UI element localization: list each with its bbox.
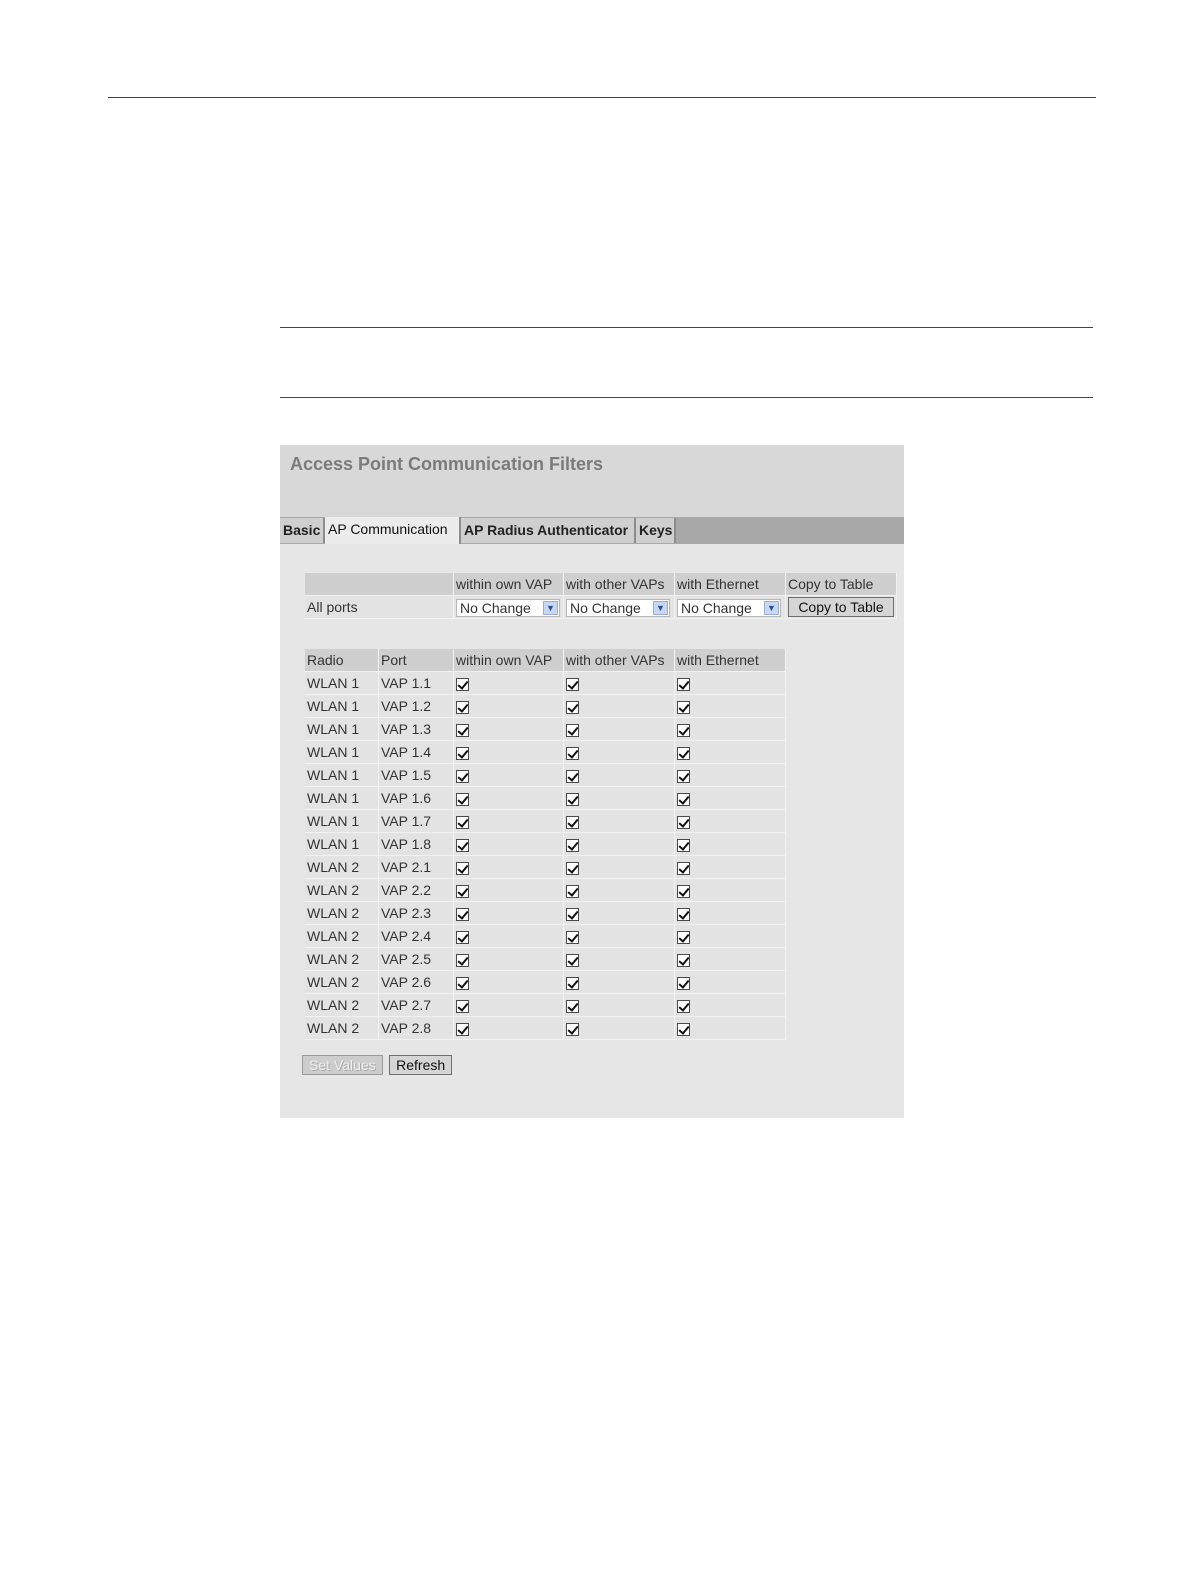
with-ethernet-checkbox[interactable] <box>677 793 690 806</box>
select-value: No Change <box>460 600 531 617</box>
port-cell: VAP 2.2 <box>379 879 454 902</box>
with-ethernet-checkbox[interactable] <box>677 678 690 691</box>
table-row <box>305 856 786 879</box>
within-own-vap-checkbox[interactable] <box>456 724 469 737</box>
with-ethernet-checkbox[interactable] <box>677 885 690 898</box>
with-other-vaps-checkbox[interactable] <box>566 885 579 898</box>
with-ethernet-checkbox[interactable] <box>677 747 690 760</box>
within-own-vap-checkbox[interactable] <box>456 954 469 967</box>
with-ethernet-checkbox[interactable] <box>677 977 690 990</box>
with-other-vaps-checkbox[interactable] <box>566 954 579 967</box>
port-cell: VAP 1.6 <box>379 787 454 810</box>
within-own-vap-checkbox[interactable] <box>456 908 469 921</box>
port-cell: VAP 2.5 <box>379 948 454 971</box>
within-own-vap-checkbox[interactable] <box>456 1023 469 1036</box>
select-value: No Change <box>681 600 752 617</box>
table-row <box>305 718 786 741</box>
table-row <box>305 994 786 1017</box>
all-ports-header-row <box>305 573 897 596</box>
set-values-button[interactable]: Set Values <box>302 1055 383 1075</box>
radio-cell: WLAN 2 <box>305 925 379 948</box>
radio-cell: WLAN 2 <box>305 879 379 902</box>
ap-communication-filters-panel <box>280 445 904 1118</box>
table-row <box>305 902 786 925</box>
radio-cell: WLAN 2 <box>305 971 379 994</box>
within-own-vap-checkbox[interactable] <box>456 931 469 944</box>
filters-header-row <box>305 649 786 672</box>
table-row <box>305 672 786 695</box>
radio-cell: WLAN 1 <box>305 787 379 810</box>
table-row <box>305 810 786 833</box>
with-other-vaps-checkbox[interactable] <box>566 908 579 921</box>
port-cell: VAP 2.3 <box>379 902 454 925</box>
table-row <box>305 1017 786 1040</box>
header-with-other-vaps: with other VAPs <box>564 573 675 596</box>
with-ethernet-checkbox[interactable] <box>677 724 690 737</box>
with-ethernet-checkbox[interactable] <box>677 954 690 967</box>
table-row <box>305 879 786 902</box>
table-row <box>305 787 786 810</box>
filters-table <box>305 649 786 1040</box>
table-row <box>305 741 786 764</box>
radio-cell: WLAN 2 <box>305 1017 379 1040</box>
radio-cell: WLAN 2 <box>305 994 379 1017</box>
tab-keys[interactable]: Keys <box>636 518 676 543</box>
copy-to-table-button[interactable]: Copy to Table <box>788 597 894 617</box>
within-own-vap-checkbox[interactable] <box>456 839 469 852</box>
with-other-vaps-checkbox[interactable] <box>566 816 579 829</box>
with-ethernet-checkbox[interactable] <box>677 839 690 852</box>
with-other-vaps-checkbox[interactable] <box>566 678 579 691</box>
within-own-vap-checkbox[interactable] <box>456 793 469 806</box>
within-own-vap-checkbox[interactable] <box>456 1000 469 1013</box>
within-own-vap-checkbox[interactable] <box>456 770 469 783</box>
port-cell: VAP 2.8 <box>379 1017 454 1040</box>
with-other-vaps-checkbox[interactable] <box>566 931 579 944</box>
header-radio: Radio <box>305 649 379 672</box>
with-other-vaps-checkbox[interactable] <box>566 1000 579 1013</box>
radio-cell: WLAN 1 <box>305 672 379 695</box>
table-row <box>305 833 786 856</box>
note-bottom-rule <box>280 397 1093 398</box>
with-other-vaps-checkbox[interactable] <box>566 724 579 737</box>
port-cell: VAP 1.3 <box>379 718 454 741</box>
header-port: Port <box>379 649 454 672</box>
action-bar <box>302 1055 454 1075</box>
port-cell: VAP 1.2 <box>379 695 454 718</box>
table-row <box>305 925 786 948</box>
radio-cell: WLAN 2 <box>305 856 379 879</box>
tab-strip <box>280 517 904 544</box>
page-header-rule <box>108 97 1096 98</box>
port-cell: VAP 2.7 <box>379 994 454 1017</box>
tab-basic[interactable]: Basic <box>280 518 325 543</box>
with-other-vaps-checkbox[interactable] <box>566 701 579 714</box>
port-cell: VAP 2.1 <box>379 856 454 879</box>
radio-cell: WLAN 1 <box>305 741 379 764</box>
with-ethernet-checkbox[interactable] <box>677 1000 690 1013</box>
with-other-vaps-checkbox[interactable] <box>566 770 579 783</box>
port-cell: VAP 1.1 <box>379 672 454 695</box>
port-cell: VAP 2.6 <box>379 971 454 994</box>
with-other-vaps-checkbox[interactable] <box>566 747 579 760</box>
refresh-button[interactable]: Refresh <box>389 1055 452 1075</box>
with-other-vaps-checkbox[interactable] <box>566 977 579 990</box>
radio-cell: WLAN 1 <box>305 764 379 787</box>
all-ports-table <box>305 573 897 619</box>
with-ethernet-checkbox[interactable] <box>677 816 690 829</box>
header-with-other-vaps: with other VAPs <box>564 649 675 672</box>
panel-header <box>280 445 904 517</box>
with-ethernet-checkbox[interactable] <box>677 931 690 944</box>
table-row <box>305 971 786 994</box>
port-cell: VAP 1.4 <box>379 741 454 764</box>
filters-body <box>305 672 786 1040</box>
with-other-vaps-checkbox[interactable] <box>566 839 579 852</box>
with-ethernet-checkbox[interactable] <box>677 770 690 783</box>
tab-ap-communication[interactable]: AP Communication <box>325 517 461 544</box>
within-own-vap-checkbox[interactable] <box>456 678 469 691</box>
panel-title: Access Point Communication Filters <box>290 454 604 474</box>
radio-cell: WLAN 1 <box>305 695 379 718</box>
header-with-ethernet: with Ethernet <box>675 573 786 596</box>
within-own-vap-checkbox[interactable] <box>456 862 469 875</box>
header-within-own-vap: within own VAP <box>454 649 564 672</box>
with-ethernet-checkbox[interactable] <box>677 1023 690 1036</box>
radio-cell: WLAN 1 <box>305 810 379 833</box>
with-other-vaps-checkbox[interactable] <box>566 793 579 806</box>
port-cell: VAP 1.5 <box>379 764 454 787</box>
radio-cell: WLAN 1 <box>305 833 379 856</box>
with-other-vaps-checkbox[interactable] <box>566 1023 579 1036</box>
within-own-vap-checkbox[interactable] <box>456 701 469 714</box>
with-ethernet-checkbox[interactable] <box>677 701 690 714</box>
header-with-ethernet: with Ethernet <box>675 649 786 672</box>
port-cell: VAP 1.8 <box>379 833 454 856</box>
with-other-vaps-select[interactable] <box>566 599 670 617</box>
chevron-down-icon[interactable]: ▼ <box>653 601 668 615</box>
table-row <box>305 764 786 787</box>
all-ports-label: All ports <box>305 596 454 619</box>
with-ethernet-checkbox[interactable] <box>677 908 690 921</box>
port-cell: VAP 1.7 <box>379 810 454 833</box>
within-own-vap-select[interactable] <box>456 599 560 617</box>
within-own-vap-checkbox[interactable] <box>456 977 469 990</box>
chevron-down-icon[interactable]: ▼ <box>543 601 558 615</box>
radio-cell: WLAN 2 <box>305 902 379 925</box>
radio-cell: WLAN 1 <box>305 718 379 741</box>
within-own-vap-checkbox[interactable] <box>456 816 469 829</box>
table-row <box>305 695 786 718</box>
within-own-vap-checkbox[interactable] <box>456 747 469 760</box>
with-ethernet-select[interactable] <box>677 599 781 617</box>
note-top-rule <box>280 327 1093 328</box>
all-ports-row <box>305 596 897 619</box>
tab-ap-radius-authenticator[interactable]: AP Radius Authenticator <box>461 518 636 543</box>
radio-cell: WLAN 2 <box>305 948 379 971</box>
port-cell: VAP 2.4 <box>379 925 454 948</box>
with-other-vaps-checkbox[interactable] <box>566 862 579 875</box>
select-value: No Change <box>570 600 641 617</box>
header-copy-to-table: Copy to Table <box>786 573 897 596</box>
header-within-own-vap: within own VAP <box>454 573 564 596</box>
chevron-down-icon[interactable]: ▼ <box>764 601 779 615</box>
table-row <box>305 948 786 971</box>
with-ethernet-checkbox[interactable] <box>677 862 690 875</box>
within-own-vap-checkbox[interactable] <box>456 885 469 898</box>
all-ports-header-blank <box>305 573 454 596</box>
